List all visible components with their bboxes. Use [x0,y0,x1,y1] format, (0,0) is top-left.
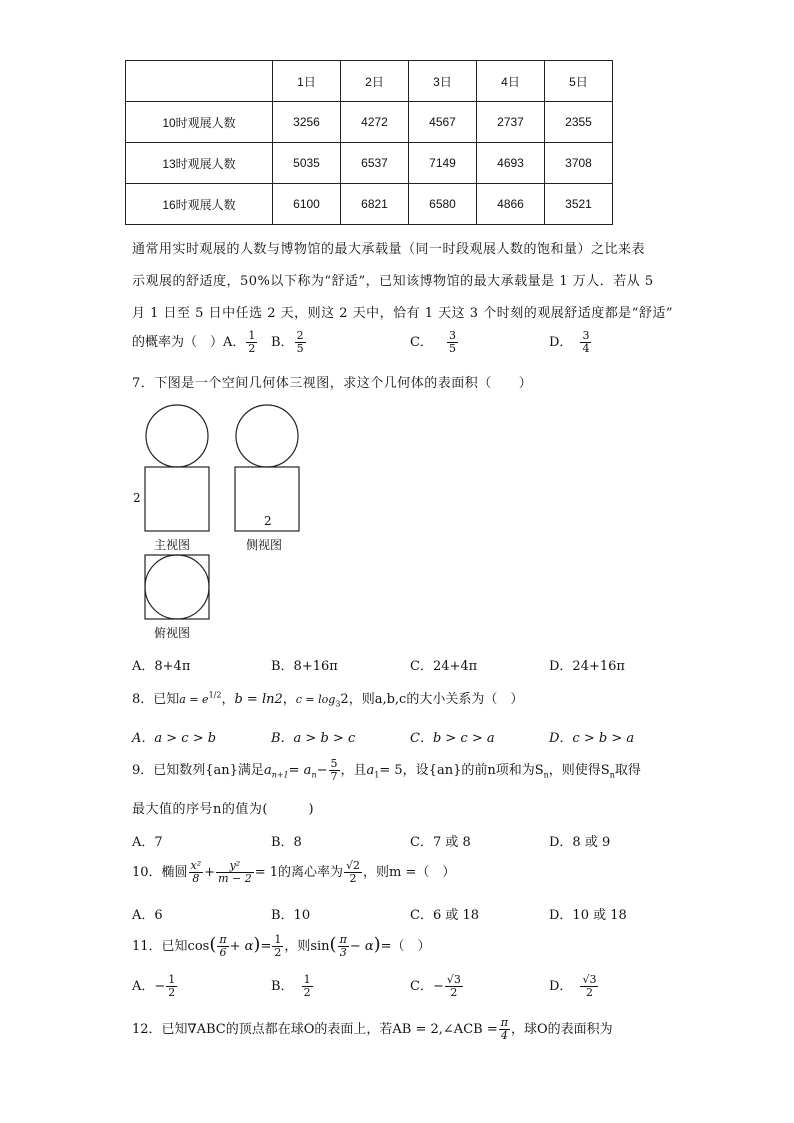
q7-option-b[interactable]: B．8+16π [271,659,338,674]
frac-den: 2 [585,986,593,999]
q8-a-exp-den: 2 [216,690,222,700]
q9-tail: ，设{an}的前n项和为S [402,763,544,778]
q9-rec-lhs: a [263,763,272,778]
frac-den: 2 [248,342,256,355]
q11-prefix: 11．已知cos [132,939,210,954]
q9-option-d[interactable]: D．8 或 9 [549,835,611,850]
q9-tail3: 取得 [614,763,641,778]
q8-c-tail: 2 [340,692,349,707]
option-label: D． [549,979,573,994]
table-cell: 6537 [341,143,409,184]
frac-num: 2 [296,329,304,342]
q8-option-c[interactable]: C．b > c > a [410,731,495,746]
q9-option-a[interactable]: A．7 [132,835,163,850]
top-view-circle [145,555,209,619]
frac-den: 5 [296,342,304,355]
q9-option-b[interactable]: B．8 [271,835,302,850]
q9-rec-mid: = a [288,763,312,778]
q10-option-a[interactable]: A．6 [132,908,163,923]
q11-stem: 11．已知cos( $\frac{\pi}{6}$ + α)= $\frac{1}{2}$ ，则sin( $\frac{\pi}{3}$ − α)=（ ） [132,933,431,959]
frac-num: π [339,933,347,946]
table-cell: 6580 [409,184,477,225]
frac-den: m − 2 [218,872,252,885]
frac-den: 2 [349,872,357,885]
option-label: C．− [410,979,444,994]
q9-minus: − [316,763,328,778]
q8-c-sub: 3 [335,699,341,709]
q6-line3: 月 1 日至 5 日中任选 2 天，则这 2 天中，恰有 1 天这 3 个时刻的观展舒适度都是“舒适” [132,306,674,321]
q10-plus: + [204,865,216,880]
q8-b-expr: b = ln2 [234,692,283,707]
front-view-square [145,467,209,531]
q8-stem: 8．已知$a = e^{1/2}$，b = ln2，$c = \log_32$，则a,b,c的大小关系为（ ） [132,690,524,709]
frac-den: 6 [219,946,227,959]
frac-den: 4 [500,1029,508,1042]
q9-tail2: ，则使得S [548,763,610,778]
frac-num: π [500,1016,508,1029]
frac-den: 2 [274,946,282,959]
q7-option-d[interactable]: D．24+16π [549,659,625,674]
table-cell: 5035 [273,143,341,184]
q8-option-d[interactable]: D．c > b > a [549,731,635,746]
table-cell: 4693 [477,143,545,184]
table-cell: 2737 [477,102,545,143]
q6-line1: 通常用实时观展的人数与博物馆的最大承载量（同一时段观展人数的饱和量）之比来表 [132,242,646,257]
table-header-cell: 2日 [341,61,409,102]
q8-option-a[interactable]: A．a > c > b [132,731,217,746]
frac-num: x² [190,859,202,872]
frac-den: 4 [582,342,590,355]
q8-suffix: ，则a,b,c的大小关系为（ ） [348,692,524,707]
table-header-cell: 5日 [545,61,613,102]
row-label: 13时观展人数 [126,143,273,184]
row-label: 16时观展人数 [126,184,273,225]
q12-stem [132,1017,613,1042]
q7-option-a[interactable]: A．8+4π [132,659,191,674]
q9-stem [132,758,641,783]
q7-option-c[interactable]: C．24+4π [410,659,478,674]
frac-den: 3 [339,946,347,959]
q10-stem [132,860,455,885]
q9-tail2-sub: n [609,770,615,780]
q9-option-c[interactable]: C．7 或 8 [410,835,471,850]
q9-line2: 最大值的序号n的值为( ) [132,802,315,817]
frac-num: 3 [582,329,590,342]
table-header-cell: 4日 [477,61,545,102]
table-cell: 4866 [477,184,545,225]
front-view-circle [146,405,208,467]
q11-option-b[interactable] [271,974,314,999]
caption-top-view: 俯视图 [154,626,191,640]
q8-a-expr: a = e [179,693,209,706]
q11-mid3: − α [349,939,374,954]
table-cell: 6821 [341,184,409,225]
option-label: B． [271,335,294,350]
frac-num: √2 [346,859,361,872]
option-label: D． [549,335,573,350]
q12-suffix: ，球O的表面积为 [510,1022,613,1037]
dimension-label-left: 2 [133,491,141,505]
q11-eq: = [260,939,272,954]
side-view-circle [236,405,298,467]
q11-option-c[interactable] [410,974,464,999]
table-cell: 7149 [409,143,477,184]
table-cell: 4567 [409,102,477,143]
q9-mid-text: ，且 [340,763,367,778]
dimension-label-bottom: 2 [264,514,272,528]
q11-mid1: + α [229,939,254,954]
q9-a1: a [366,763,375,778]
q11-option-d[interactable] [549,974,599,999]
frac-num: π [219,933,227,946]
q6-prefix: 的概率为（ ）A． [132,335,246,350]
frac-den: 2 [168,986,176,999]
frac-num: 1 [248,329,256,342]
q11-option-a[interactable] [132,974,178,999]
q8-prefix: 8．已知 [132,692,180,707]
q10-eq: = 1的离心率为 [254,865,344,880]
option-label: A．− [132,979,166,994]
table-cell: 3521 [545,184,613,225]
frac-num: 1 [168,973,176,986]
frac-den: 8 [192,872,200,885]
q8-c-expr: c = log [295,693,336,706]
option-label: C． [410,335,433,350]
q11-suffix: =（ ） [380,939,431,954]
frac-num: 5 [330,757,338,770]
q9-prefix: 9．已知数列{an}满足 [132,763,264,778]
table-cell: 3256 [273,102,341,143]
frac-den: 5 [448,342,456,355]
frac-den: 2 [303,986,311,999]
frac-num: √3 [582,973,597,986]
frac-num: 1 [274,933,282,946]
option-label: B． [271,979,294,994]
frac-den: 2 [450,986,458,999]
q12-prefix: 12．已知∇ABC的顶点都在球O的表面上，若AB = 2,∠ACB = [132,1022,498,1037]
table-header-cell: 1日 [273,61,341,102]
q9-a1-sub: 1 [374,770,380,780]
q10-option-d[interactable]: D．10 或 18 [549,908,627,923]
q9-tail-sub: n [543,770,549,780]
q10-option-b[interactable]: B．10 [271,908,311,923]
q9-rec-mid-sub: n [311,770,317,780]
row-label: 10时观展人数 [126,102,273,143]
q7-stem: 7．下图是一个空间几何体三视图，求这个几何体的表面积（ ） [132,376,533,391]
caption-side-view: 侧视图 [246,538,283,552]
frac-num: y² [216,860,254,873]
frac-num: 3 [448,329,456,342]
frac-num: √3 [446,973,461,986]
q9-a1-val: = 5 [379,763,403,778]
table-cell: 6100 [273,184,341,225]
table-header-cell: 3日 [409,61,477,102]
caption-front-view: 主视图 [154,538,191,552]
q8-a-exp-num: 1 [208,690,214,700]
q10-suffix: ，则m =（ ） [363,865,456,880]
q9-rec-lhs-sub: n+1 [271,770,289,780]
q10-prefix: 10．椭圆 [132,865,188,880]
q8-option-b[interactable]: B．a > b > c [271,731,356,746]
frac-num: 1 [303,973,311,986]
table-cell: 2355 [545,102,613,143]
table-cell: 4272 [341,102,409,143]
q6-line2: 示观展的舒适度，50%以下称为“舒适”，已知该博物馆的最大承载量是 1 万人．若从 5 [132,274,654,289]
table-cell: 3708 [545,143,613,184]
q10-option-c[interactable]: C．6 或 18 [410,908,480,923]
q11-mid2: ，则sin [284,939,330,954]
frac-den: 7 [330,770,338,783]
